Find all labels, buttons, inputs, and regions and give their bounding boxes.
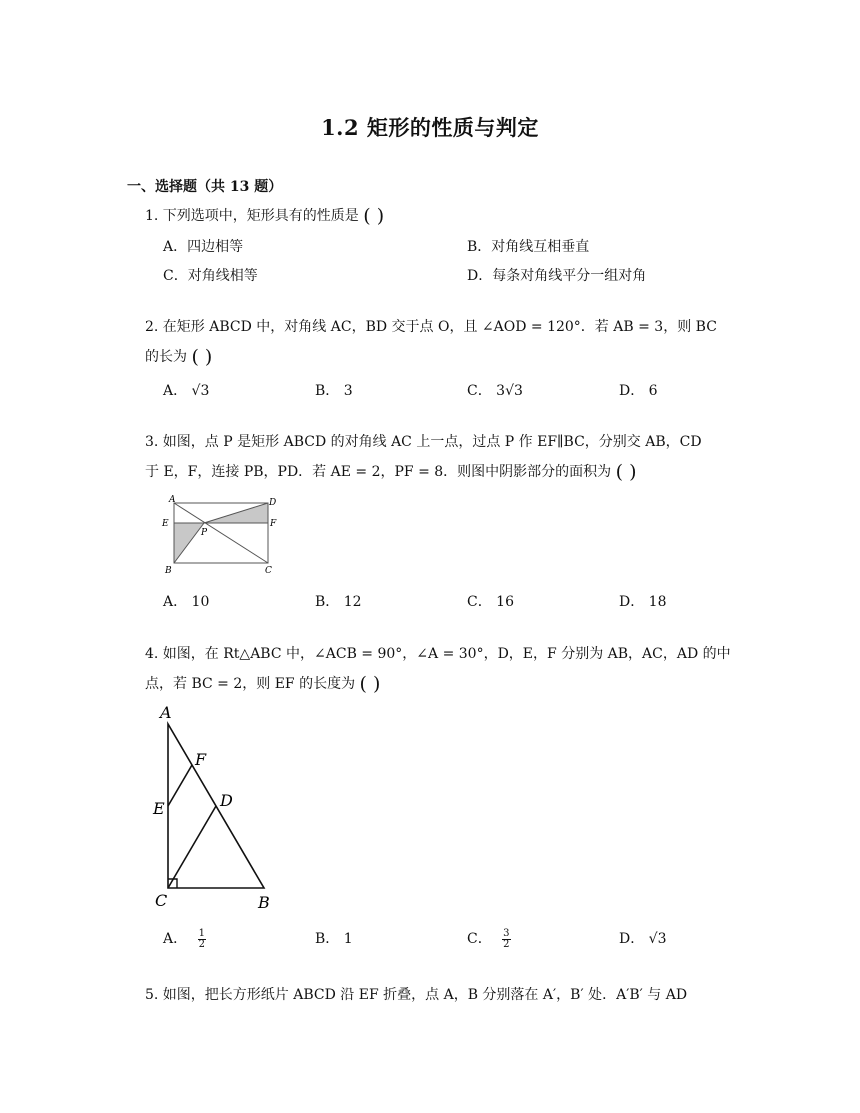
label-d: D [220, 791, 233, 810]
label-d: D [269, 498, 277, 508]
q4-option-b: B． 1 [315, 931, 353, 947]
question-4-line2: 点，若 BC = 2，则 EF 的长度为 [145, 676, 356, 692]
label-b: B [165, 566, 172, 575]
q1-option-d: D．每条对角线平分一组对角 [467, 268, 647, 284]
question-1 [145, 201, 737, 231]
q3-option-c: C． 16 [467, 594, 514, 610]
label-a: A [160, 703, 172, 722]
page-title: 1.2 矩形的性质与判定 [321, 115, 539, 140]
q4-option-d: D． √3 [619, 931, 667, 947]
label-c: C [265, 566, 272, 575]
answer-paren: ( ) [363, 205, 385, 227]
question-5-line1: 5. 如图，把长方形纸片 ABCD 沿 EF 折叠，点 A，B 分别落在 A′，B′ 处．A′B′ 与 AD [145, 987, 688, 1003]
label-f: F [270, 519, 277, 529]
question-4-line1: 4. 如图，在 Rt△ABC 中，∠ACB = 90°，∠A = 30°，D，E，F 分别为 AB，AC，AD 的中 [145, 646, 731, 662]
answer-paren: ( ) [615, 461, 637, 483]
q3-option-b: B． 12 [315, 594, 362, 610]
question-2-line1: 2. 在矩形 ABCD 中，对角线 AC，BD 交于点 O，且 ∠AOD = 120°．若 AB = 3，则 BC [145, 319, 717, 335]
label-e: E [153, 799, 165, 818]
q4-option-c-label: C． [467, 931, 492, 947]
q1-option-c: C．对角线相等 [163, 268, 258, 284]
label-p: P [201, 528, 208, 538]
fraction-three-halves [502, 929, 510, 950]
question-2 [145, 312, 737, 372]
q2-option-d: D． 6 [619, 383, 658, 399]
question-3 [145, 427, 737, 487]
fraction-denominator: 2 [198, 938, 205, 950]
label-c: C [155, 891, 168, 910]
label-e: E [162, 519, 169, 529]
q4-option-a [163, 928, 206, 950]
q4-option-c [467, 928, 511, 950]
question-5 [145, 980, 737, 1010]
q2-option-b: B． 3 [315, 383, 353, 399]
q2-option-a: A． √3 [163, 383, 210, 399]
q1-option-b: B．对角线互相垂直 [467, 239, 590, 255]
question-4 [145, 639, 737, 699]
q3-option-d: D． 18 [619, 594, 667, 610]
fraction-denominator: 2 [503, 938, 510, 950]
answer-paren: ( ) [191, 346, 213, 368]
question-3-line1: 3. 如图，点 P 是矩形 ABCD 的对角线 AC 上一点，过点 P 作 EF∥BC，分别交 AB，CD [145, 434, 702, 450]
section-heading: 一、选择题（共 13 题） [127, 179, 283, 195]
q3-option-a: A． 10 [163, 594, 210, 610]
fraction-numerator: 3 [503, 927, 510, 939]
label-b: B [258, 893, 270, 912]
label-f: F [195, 750, 207, 769]
q1-option-a: A．四边相等 [163, 239, 244, 255]
q2-option-c: C． 3√3 [467, 383, 523, 399]
q4-option-a-label: A． [163, 931, 188, 947]
fraction-numerator: 1 [198, 927, 205, 939]
fraction-one-half [198, 929, 206, 950]
rectangle-figure [158, 493, 288, 575]
question-2-line2: 的长为 [145, 349, 187, 365]
question-3-line2: 于 E，F，连接 PB，PD．若 AE = 2，PF = 8．则图中阴影部分的面积为 [145, 464, 612, 480]
answer-paren: ( ) [359, 673, 381, 695]
triangle-figure [148, 702, 278, 914]
question-1-text: 1. 下列选项中，矩形具有的性质是 [145, 208, 359, 224]
label-a: A [169, 495, 176, 505]
